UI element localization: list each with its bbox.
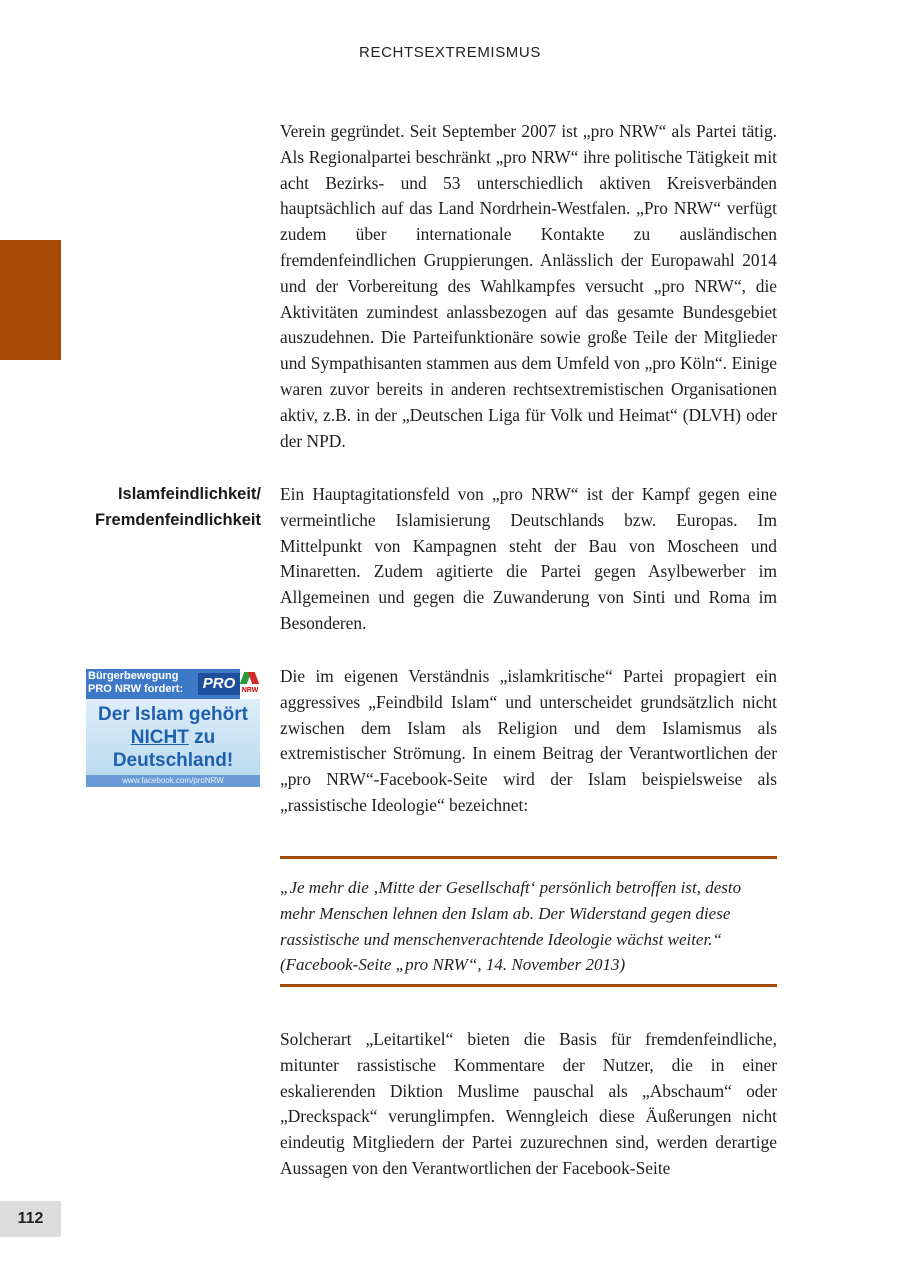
banner-slogan-line-3: Deutschland! — [112, 750, 234, 771]
quote-content: „Je mehr die ‚Mitte der Gesellschaft‘ persönlich betroffen ist, desto mehr Menschen lehnen den Islam ab. Der Widerstand gegen diese rassistische und menschenverachtende Ideologie wächst weiter.“ — [280, 878, 742, 949]
banner-subtitle-line-1: Bürgerbewegung — [88, 670, 179, 682]
side-heading — [60, 482, 261, 534]
pro-nrw-banner-image — [86, 669, 260, 787]
body-paragraph-4: Solcherart „Leitartikel“ bieten die Basis für fremdenfeindliche, mitunter rassistische Kommentare der Nutzer, die in einer eskalierenden Diktion Muslime pauschal als „Abschaum“ oder „Dreckspack“ verunglimpfen. Wenngleich diese Äußerungen nicht eindeutig Mitgliedern der Partei zuzurechnen sind, werden derartige Aussagen von den Verantwortlichen der Facebook-Seite — [280, 1029, 777, 1178]
chapter-tab-marker — [0, 240, 61, 360]
banner-pro-label: PRO — [198, 673, 240, 695]
page-number: 112 — [0, 1201, 61, 1237]
banner-slogan — [86, 703, 260, 772]
banner-slogan-zu: zu — [188, 727, 216, 748]
banner-subtitle — [88, 670, 198, 696]
side-heading-line-1: Islamfeindlichkeit/ — [117, 485, 261, 503]
nrw-logo-icon — [240, 669, 260, 699]
quote-source: (Facebook-Seite „pro NRW“, 14. November 2013) — [280, 955, 626, 975]
body-paragraph-2: Ein Hauptagitationsfeld von „pro NRW“ ist der Kampf gegen eine vermeintliche Islamisierung Deutschlands bzw. Europas. Im Mittelpunkt von Kampagnen steht der Bau von Moscheen und Minaretten. Zudem agitierte die Partei gegen Asylbewerber im Allgemeinen und gegen die Zuwanderung von Sinti und Roma im Besonderen. — [280, 484, 777, 633]
body-paragraph-1: Verein gegründet. Seit September 2007 ist „pro NRW“ als Partei tätig. Als Regionalpartei beschränkt „pro NRW“ ihre politische Tätigkeit mit acht Bezirks- und 53 unterschiedlich aktiven Kreisverbänden hauptsächlich auf das Land Nordrhein-Westfalen. „Pro NRW“ verfügt zudem über internationale Kontakte zu ausländischen fremdenfeindlichen Gruppierungen. Anlässlich der Europawahl 2014 und der Vorbereitung des Wahlkampfes versucht „pro NRW“, die Aktivitäten zumindest anlassbezogen auf das gesamte Bundesgebiet auszudehnen. Die Parteifunktionäre sowie große Teile der Mitglieder und Sympathisanten stammen aus dem Umfeld von „pro Köln“. Einige waren zuvor bereits in anderen rechtsextremistischen Organisationen aktiv, z.B. in der „Deutschen Liga für Volk und Heimat“ (DLVH) oder der NPD. — [280, 121, 777, 451]
running-header: RECHTSEXTREMISMUS — [359, 44, 541, 61]
body-paragraph-3: Die im eigenen Verständnis „islamkritische“ Partei propagiert ein aggressives „Feindbild Islam“ und unterscheidet grundsätzlich nicht zwischen dem Islam als Religion und dem Islamismus als extremistischer Strömung. In einem Beitrag der Verantwortlichen der „pro NRW“-Facebook-Seite wird der Islam beispielsweise als „rassistische Ideologie“ bezeichnet: — [280, 666, 777, 815]
nrw-logo-text: NRW — [241, 687, 259, 694]
quote-box — [280, 856, 777, 987]
banner-slogan-line-2 — [86, 726, 260, 749]
quote-text — [280, 859, 777, 978]
banner-subtitle-line-2: PRO NRW fordert: — [88, 683, 184, 695]
banner-slogan-nicht: NICHT — [130, 727, 189, 748]
banner-slogan-line-1: Der Islam gehört — [98, 704, 248, 725]
banner-url: www.facebook.com/proNRW — [86, 775, 260, 787]
side-heading-line-2: Fremdenfeindlichkeit — [95, 510, 261, 529]
